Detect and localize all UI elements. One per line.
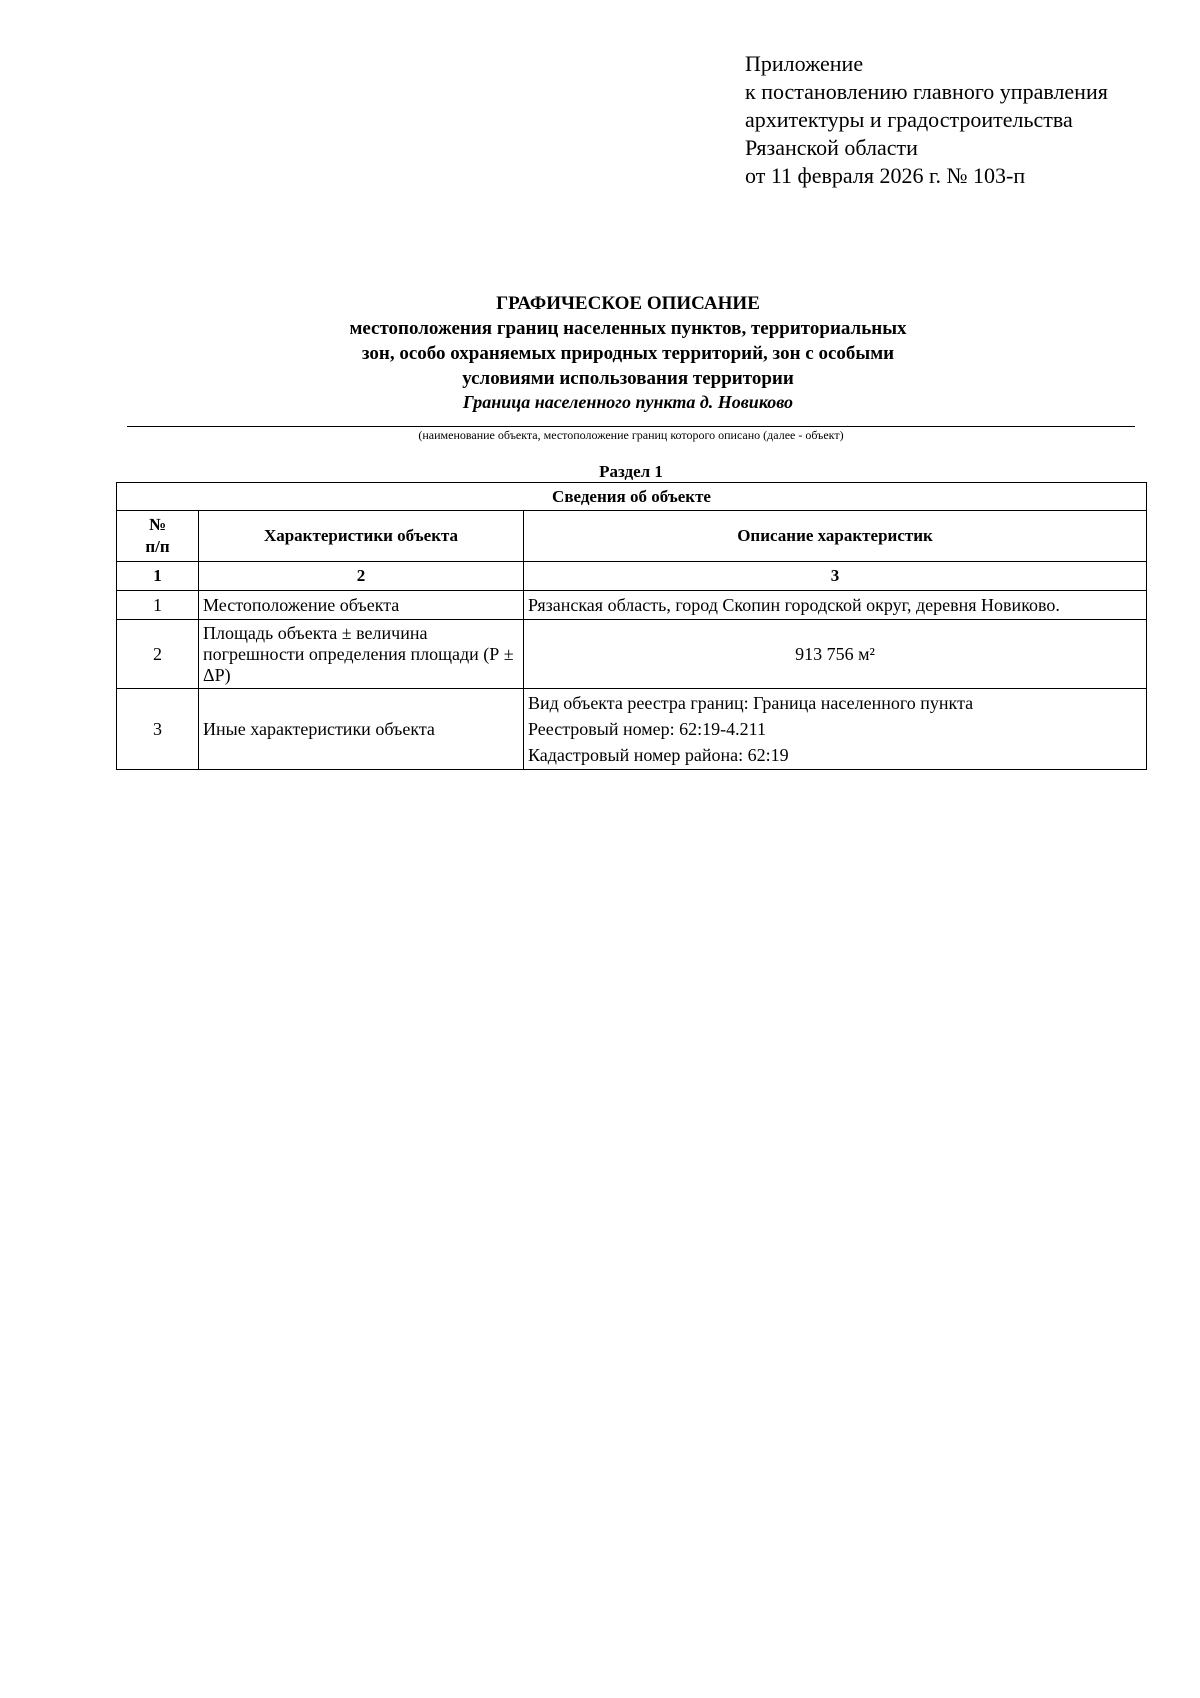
- row-description: [524, 689, 1147, 770]
- document-title: ГРАФИЧЕСКОЕ ОПИСАНИЕ: [496, 293, 760, 314]
- object-name-caption: (наименование объекта, местоположение границ которого описано (далее - объект): [418, 428, 844, 442]
- column-header-number: [117, 511, 199, 562]
- table-header-row: [117, 511, 1147, 562]
- row-description-line: Вид объекта реестра границ: Граница населенного пункта: [528, 693, 974, 713]
- row-characteristic: Местоположение объекта: [199, 591, 524, 620]
- column-header-number-symbol: №: [148, 515, 167, 534]
- row-description-line: Кадастровый номер района: 62:19: [528, 745, 789, 765]
- row-number: 1: [117, 591, 199, 620]
- object-name-underline: [127, 426, 1135, 427]
- document-title-block: [120, 292, 1136, 413]
- column-number: 1: [117, 562, 199, 591]
- appendix-line: архитектуры и градостроительства: [745, 107, 1073, 132]
- column-header-number-abbr: п/п: [145, 537, 170, 556]
- section-title: Раздел 1: [599, 462, 663, 481]
- column-number: 2: [199, 562, 524, 591]
- row-description: Рязанская область, город Скопин городской округ, деревня Новиково.: [524, 591, 1147, 620]
- appendix-line: Рязанской области: [745, 135, 918, 160]
- column-number-row: [117, 562, 1147, 591]
- table-row: [117, 591, 1147, 620]
- row-description: 913 756 м²: [524, 620, 1147, 689]
- appendix-line: Приложение: [745, 51, 864, 76]
- document-subtitle-line: зон, особо охраняемых природных территорий, зон с особыми: [361, 343, 895, 364]
- row-characteristic: Иные характеристики объекта: [199, 689, 524, 770]
- table-row: [117, 620, 1147, 689]
- row-number: 2: [117, 620, 199, 689]
- table-caption-row: [117, 483, 1147, 511]
- row-characteristic: Площадь объекта ± величина погрешности определения площади (Р ± ΔР): [199, 620, 524, 689]
- document-subtitle-line: условиями использования территории: [462, 368, 794, 389]
- row-description-line: Реестровый номер: 62:19-4.211: [528, 719, 766, 739]
- column-header-description: Описание характеристик: [524, 511, 1147, 562]
- appendix-date-line: от 11 февраля 2026 г. № 103-п: [745, 163, 1026, 188]
- object-name: Граница населенного пункта д. Новиково: [462, 392, 794, 412]
- table-caption: Сведения об объекте: [117, 483, 1147, 511]
- table-row: [117, 689, 1147, 770]
- appendix-line: к постановлению главного управления: [745, 79, 1108, 104]
- document-subtitle-line: местоположения границ населенных пунктов, территориальных: [349, 318, 907, 339]
- object-info-table: [116, 482, 1147, 770]
- column-number: 3: [524, 562, 1147, 591]
- appendix-block: [745, 50, 1185, 190]
- column-header-characteristic: Характеристики объекта: [199, 511, 524, 562]
- row-number: 3: [117, 689, 199, 770]
